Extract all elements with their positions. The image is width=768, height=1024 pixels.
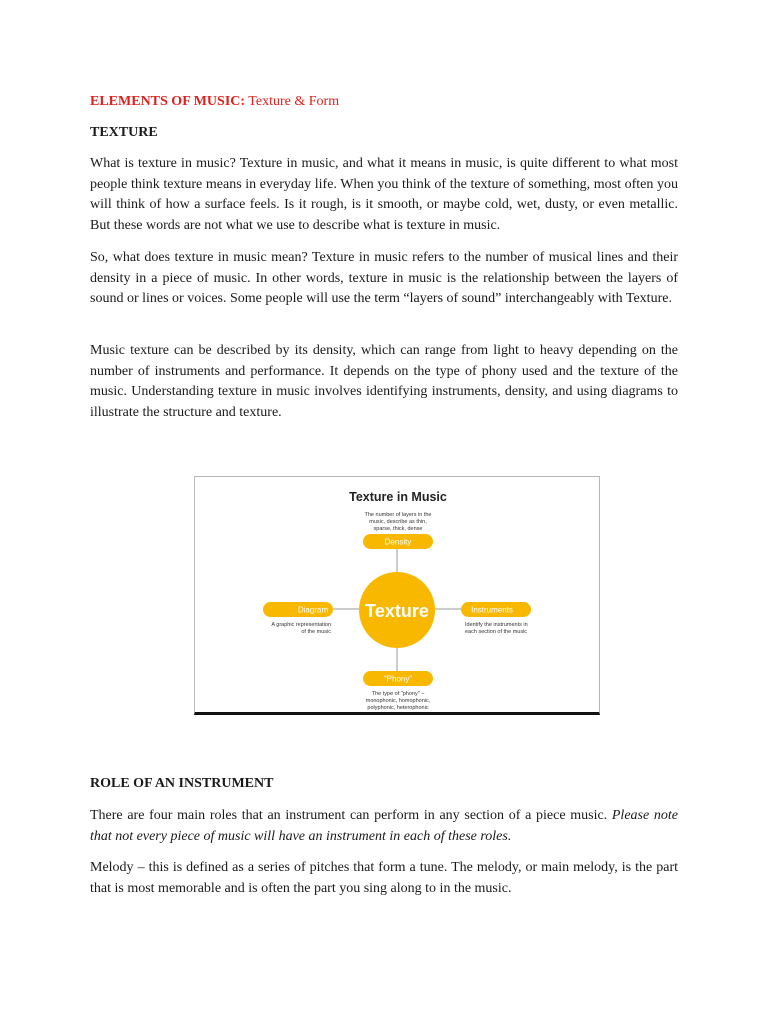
density-label: Density: [384, 537, 412, 547]
role-paragraph-1-text: There are four main roles that an instrument can perform in any section of a piece music.: [90, 808, 612, 823]
figure-title: Texture in Music: [349, 490, 447, 504]
instruments-desc-1: Identify the instruments in: [465, 622, 528, 628]
texture-paragraph-1: What is texture in music? Texture in music, and what it means in music, is quite different to what most people think texture means in everyday life. When you think of the texture of something, most often you will think of how a surface feels. Is it rough, is it smooth, or maybe cold, wet, dusty, or even metallic. But these words are not what we use to describe what is texture in music.: [90, 156, 678, 233]
phony-desc-3: polyphonic, heterophonic: [367, 705, 429, 711]
instruments-desc-2: each section of the music: [465, 629, 528, 635]
document-title: [90, 94, 339, 110]
density-desc-3: sparse, thick, dense: [373, 526, 423, 532]
texture-paragraph-3: Music texture can be described by its density, which can range from light to heavy depending on the number of instruments and performance. It depends on the type of phony used and the texture of the music. Understanding texture in music involves identifying instruments, density, and using diagrams to illustrate the structure and texture.: [90, 343, 678, 420]
density-desc-1: The number of layers in the: [364, 512, 432, 518]
texture-center-label: Texture: [365, 601, 429, 621]
role-paragraph-1-note: Please note that not every piece of music will have an instrument in each of these roles.: [90, 808, 678, 844]
texture-diagram-figure: [194, 476, 600, 715]
document-title-rest: Texture & Form: [245, 94, 340, 109]
texture-paragraph-2: So, what does texture in music mean? Texture in music refers to the number of musical lines and their density in a piece of music. In other words, texture in music is the relationship between the layers of sound or lines or voices. Some people will use the term “layers of sound” interchangeably with Texture.: [90, 250, 678, 306]
section-title-role: ROLE OF AN INSTRUMENT: [90, 776, 274, 791]
phony-desc-2: monophonic, homophonic,: [365, 698, 431, 704]
density-desc-2: music, describe as thin,: [369, 519, 427, 525]
diagram-desc-2: of the music: [301, 629, 331, 635]
role-paragraph-1: [90, 806, 678, 847]
section-title-texture: TEXTURE: [90, 125, 158, 140]
document-title-bold: ELEMENTS OF MUSIC:: [90, 94, 246, 109]
phony-desc-1: The type of "phony" –: [371, 691, 425, 697]
instruments-label: Instruments: [471, 605, 513, 615]
texture-diagram: [195, 477, 599, 713]
diagram-label: Diagram: [297, 605, 329, 615]
phony-label: "Phony": [383, 674, 413, 684]
role-paragraph-2: Melody – this is defined as a series of pitches that form a tune. The melody, or main melody, is the part that is most memorable and is often the part you sing along to in the music.: [90, 860, 678, 896]
diagram-desc-1: A graphic representation: [271, 622, 331, 628]
